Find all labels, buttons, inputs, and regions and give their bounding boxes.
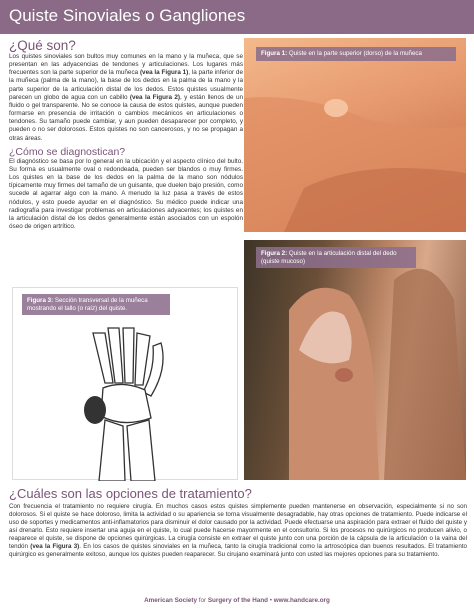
footer-url-link[interactable]: www.handcare.org xyxy=(273,597,330,604)
treatment-section xyxy=(9,486,467,559)
figure-ref-3: (vea la Figura 3) xyxy=(30,543,80,551)
figure-1-photo xyxy=(244,38,466,232)
section-heading-treatment: ¿Cuáles son las opciones de tratamiento? xyxy=(9,486,252,501)
figure-ref-2: (vea la Figura 2) xyxy=(129,93,181,101)
wrist-bones-illustration xyxy=(13,288,239,481)
section-heading-what: ¿Qué son? xyxy=(9,38,76,53)
footer: American Society for Surgery of the Hand • www.handcare.org xyxy=(144,597,330,604)
finger-photo-illustration xyxy=(244,240,466,480)
wrist-photo-illustration xyxy=(244,38,466,232)
figure-2-caption: Figura 2: Quiste en la articulación distal del dedo (quiste mucoso) xyxy=(256,247,416,268)
figure-1-caption: Figura 1: Quiste en la parte superior (dorso) de la muñeca xyxy=(256,47,456,61)
figure-ref-1: (vea la Figura 1) xyxy=(139,69,189,77)
section-text-treatment: Con frecuencia el tratamiento no requiere cirugía. En muchos casos estos quistes simplemente pueden mantenerse en observación, especialmente si no son dolorosos. Si el quiste se hace doloroso, limita la actividad o su apariencia se torna visualmente desagradable, hay otras opciones de tratamiento. Puede indicarse el uso de soportes y medicamentos anti-inflamatorios para disminuir el dolor causado por la actividad. Puede efectuarse una aspiración para extraer el fluido del quiste y así drenarlo. Esto requiere insertar una aguja en el quiste, lo cual puede hacerse mayormente en el consultorio. Si los procesos no quirúrgicos no producen alivio, o reaparece el quiste, se dispone de opciones quirúrgicas. La cirugía consiste en extraer el quiste junto con una porción de la cápsula de la articulación o la vaina del tendón (vea la Figura 3). En los casos de quistes sinoviales en la muñeca, tanto la cirugía tradicional como la artroscópica dan buenos resultados. El tratamiento quirúrgico es generalmente exitoso, aunque los quistes pueden reaparecer. Su cirujano examinará junto con usted las mejores opciones para su tratamiento. xyxy=(9,503,467,559)
title-bar xyxy=(0,0,474,34)
figure-3-caption: Figura 3: Sección transversal de la muñeca mostrando el tallo (o raíz) del quiste. xyxy=(22,294,170,315)
page-title: Quiste Sinoviales o Gangliones xyxy=(9,6,246,25)
section-text-diagnosis: El diagnóstico se basa por lo general en la ubicación y el aspecto clínico del bulto. Su forma es usualmente oval o redondeada, pueden ser blandos o muy firmes. Los quistes en la base de los dedos en la palma de la mano son nódulos típicamente muy firmes del tamaño de un guisante, que duelen bajo presión, como sucede al agarrar algo con la mano. A menudo la luz pasa a través de estos nódulos, y esto puede ayudar en el diagnóstico. Su médico puede indicar una radiografía para investigar problemas en articulaciones adyacentes; los quistes en la articulación distal de los dedos generalmente están asociados con un espolón óseo de origen artrítico. xyxy=(9,157,243,230)
figure-3-wrist-diagram xyxy=(12,287,238,480)
section-heading-diagnosis: ¿Cómo se diagnostican? xyxy=(9,145,126,158)
left-column xyxy=(9,38,243,231)
section-text-what: Los quistes sinoviales son bultos muy comunes en la mano y la muñeca, que se presentan en las adyacencias de tendones y articulaciones. Los lugares más frecuentes son la parte superior de la muñeca (vea la Figura 1), la parte inferior de la muñeca (palma de la mano), la base de los dedos en la palma de la mano y la parte superior de la articulación distal de los dedos. Estos quistes usualmente parecen un globo de agua con un cabillo (vea la Figura 2), y están llenos de un fluido o gel transparente. No se conoce la causa de estos quistes, aunque pueden formarse en presencia de irritación o cambios mecánicos en articulaciones o tendones. Su tamaño puede cambiar, y aun pueden desaparecer por completo, y pueden o no ser dolorosos. Estos quistes no son cancerosos, y no se propagan a otras áreas. xyxy=(9,53,243,142)
figure-2-photo xyxy=(244,240,466,480)
